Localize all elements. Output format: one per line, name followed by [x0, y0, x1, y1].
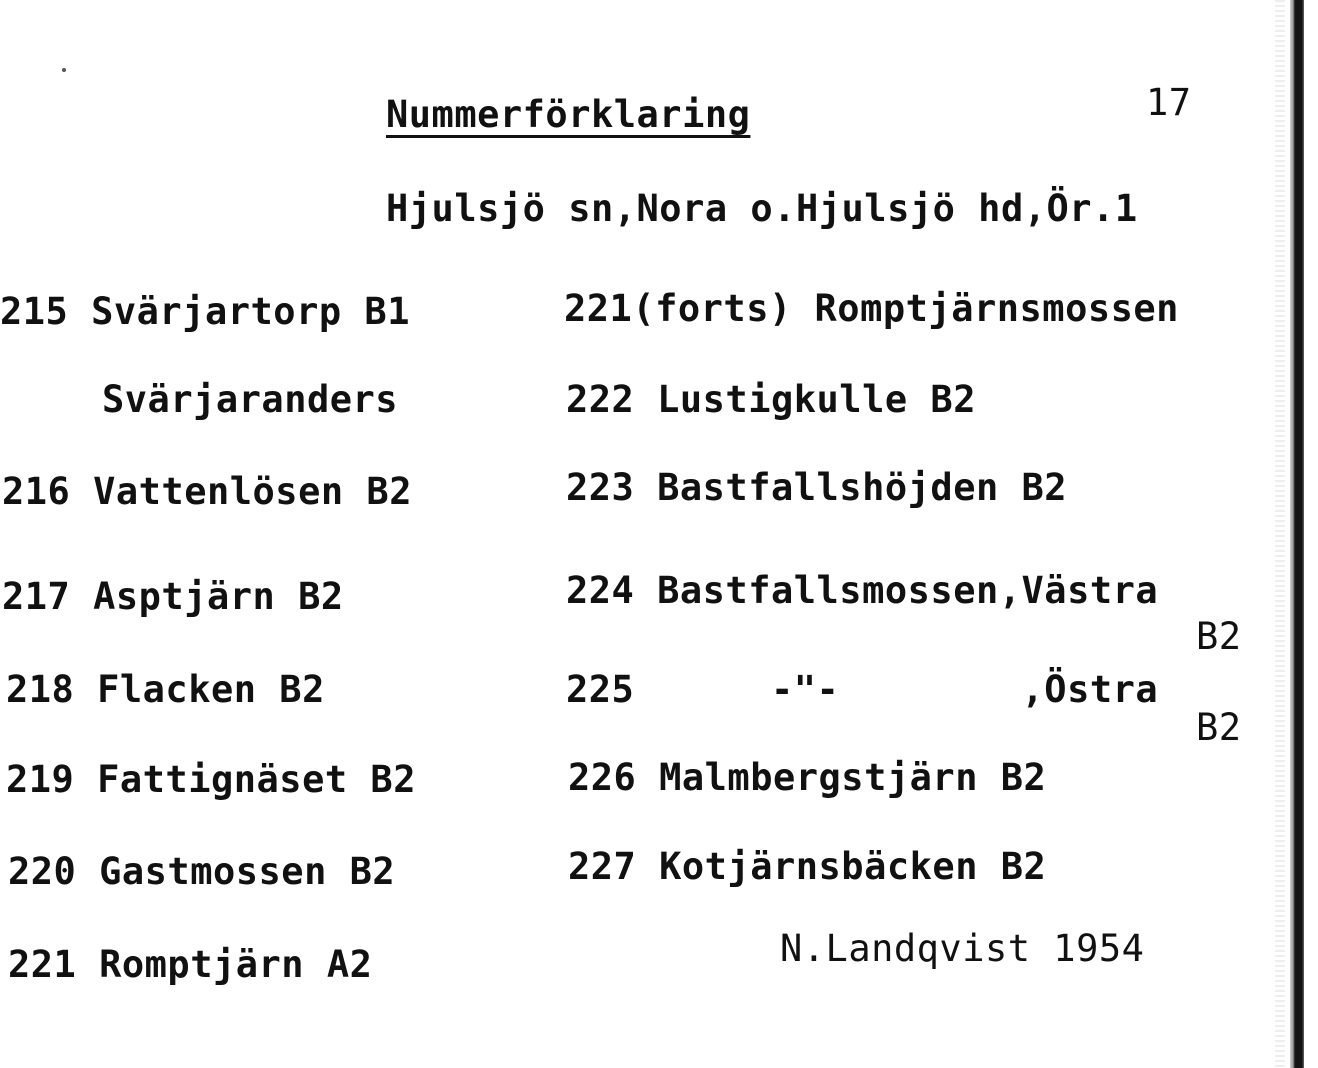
entry-227: 227 Kotjärnsbäcken B2 — [568, 845, 1047, 888]
location-line: Hjulsjö sn,Nora o.Hjulsjö hd,Ör.1 — [386, 187, 1138, 230]
entry-215: 215 Svärjartorp B1 — [0, 290, 410, 333]
entry-216: 216 Vattenlösen B2 — [2, 470, 412, 513]
entry-221: 221 Romptjärn A2 — [8, 943, 373, 986]
entry-226: 226 Malmbergstjärn B2 — [568, 756, 1047, 799]
page-number: 17 — [1146, 81, 1192, 124]
entry-225: 225 -"- ,Östra — [566, 668, 1159, 711]
entry-219: 219 Fattignäset B2 — [6, 758, 416, 801]
signature: N.Landqvist 1954 — [780, 927, 1145, 970]
entry-222: 222 Lustigkulle B2 — [566, 378, 976, 421]
entry-223: 223 Bastfallshöjden B2 — [566, 466, 1068, 509]
speck — [62, 68, 66, 72]
entry-218: 218 Flacken B2 — [6, 668, 325, 711]
entry-224-grade: B2 — [1196, 615, 1242, 658]
card-title: Nummerförklaring — [386, 93, 751, 136]
entry-225-grade: B2 — [1196, 706, 1242, 749]
entry-217: 217 Asptjärn B2 — [2, 575, 344, 618]
entry-220: 220 Gastmossen B2 — [8, 850, 396, 893]
card-edge-shadow — [1275, 0, 1285, 1068]
entry-215-alt: Svärjaranders — [102, 378, 399, 421]
card-edge — [1290, 0, 1304, 1068]
entry-224: 224 Bastfallsmossen,Västra — [566, 569, 1159, 612]
entry-221-cont: 221(forts) Romptjärnsmossen — [564, 287, 1179, 330]
